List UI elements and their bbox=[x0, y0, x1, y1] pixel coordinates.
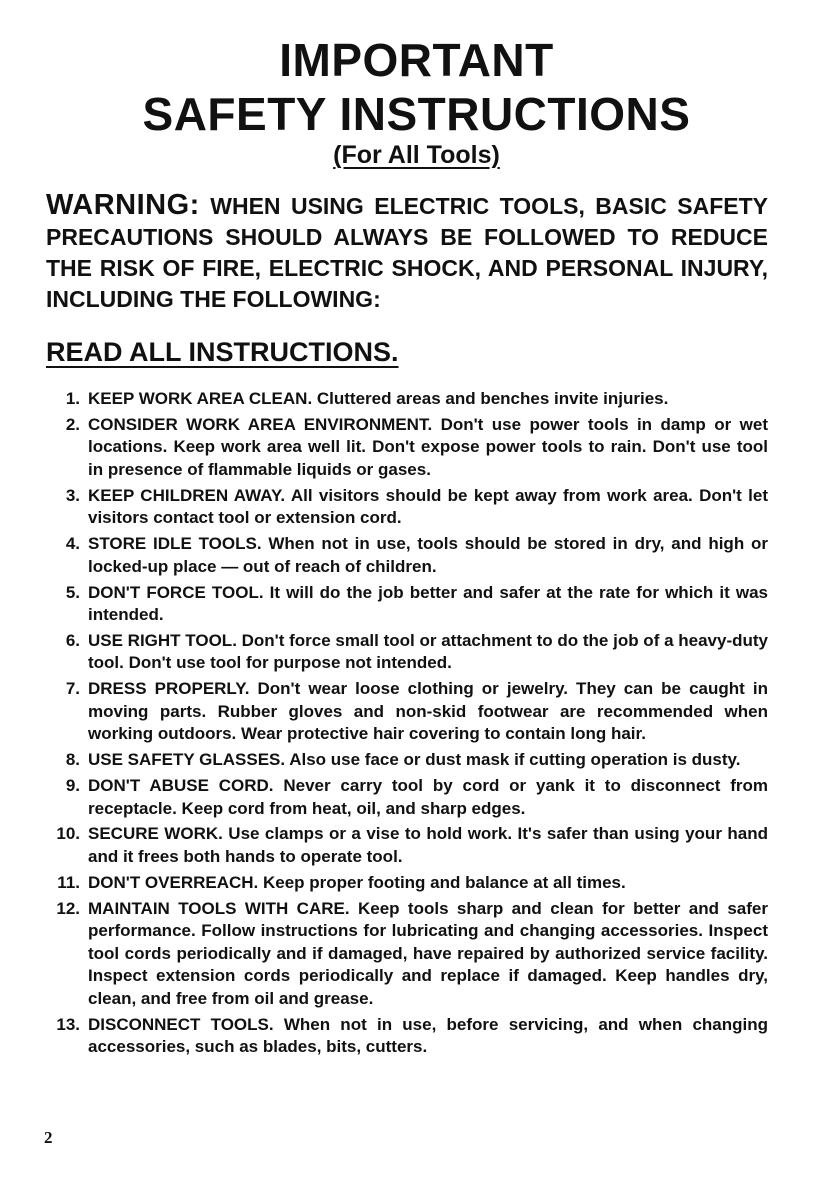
list-item bbox=[46, 823, 768, 868]
list-item bbox=[46, 678, 768, 746]
item-text: DON'T FORCE TOOL. It will do the job better and safer at the rate for which it was intended. bbox=[88, 582, 768, 625]
list-item bbox=[46, 630, 768, 675]
item-number: 11. bbox=[57, 872, 80, 892]
item-number: 10. bbox=[56, 824, 80, 844]
item-text: DISCONNECT TOOLS. When not in use, before servicing, and when changing accessories, such as blades, bits, cutters. bbox=[88, 1014, 768, 1057]
page-number: 2 bbox=[44, 1128, 53, 1147]
list-item bbox=[46, 775, 768, 820]
item-number: 8. bbox=[65, 750, 80, 770]
read-all-heading: READ ALL INSTRUCTIONS. bbox=[46, 337, 399, 367]
item-number: 1. bbox=[65, 389, 80, 408]
warning-lead: WARNING: bbox=[46, 189, 200, 221]
list-item bbox=[46, 582, 768, 627]
item-text: KEEP WORK AREA CLEAN. Cluttered areas and benches invite injuries. bbox=[88, 389, 669, 408]
warning-text: WHEN USING ELECTRIC TOOLS, BASIC SAFETY PRECAUTIONS SHOULD ALWAYS BE FOLLOWED TO REDUCE THE RISK OF FIRE, ELECTRIC SHOCK, AND PERSONAL INJURY, INCLUDING THE FOLLOWING: bbox=[46, 193, 769, 312]
item-number: 3. bbox=[65, 485, 80, 505]
item-number: 13. bbox=[56, 1014, 80, 1034]
item-number: 12. bbox=[56, 898, 80, 918]
item-text: DON'T ABUSE CORD. Never carry tool by cord or yank it to disconnect from receptacle. Keep cord from heat, oil, and sharp edges. bbox=[88, 776, 768, 818]
instructions-list bbox=[46, 388, 768, 1062]
list-item bbox=[46, 388, 768, 411]
item-text: STORE IDLE TOOLS. When not in use, tools should be stored in dry, and high or locked-up place — out of reach of children. bbox=[88, 534, 768, 576]
page-title-line-1: IMPORTANT bbox=[279, 34, 554, 86]
item-number: 6. bbox=[65, 630, 80, 650]
list-item bbox=[46, 749, 768, 772]
item-text: KEEP CHILDREN AWAY. All visitors should be kept away from work area. Don't let visitors contact tool or extension cord. bbox=[88, 485, 768, 528]
list-item bbox=[46, 485, 768, 530]
list-item bbox=[46, 898, 768, 1011]
item-number: 7. bbox=[65, 679, 80, 699]
item-text: SECURE WORK. Use clamps or a vise to hold work. It's safer than using your hand and it frees both hands to operate tool. bbox=[88, 824, 768, 866]
item-number: 9. bbox=[65, 776, 80, 795]
page-title-line-2: SAFETY INSTRUCTIONS bbox=[142, 88, 691, 140]
item-text: CONSIDER WORK AREA ENVIRONMENT. Don't use power tools in damp or wet locations. Keep work area well lit. Don't expose power tools to rain. Don't use tool in presence of flammable liquids or gases. bbox=[88, 414, 768, 479]
item-text: DRESS PROPERLY. Don't wear loose clothing or jewelry. They can be caught in moving parts. Rubber gloves and non-skid footwear are recommended when working outdoors. Wear protective hair covering to contain long hair. bbox=[88, 679, 768, 744]
item-text: USE RIGHT TOOL. Don't force small tool or attachment to do the job of a heavy-duty tool. Don't use tool for purpose not intended. bbox=[88, 630, 768, 673]
list-item bbox=[46, 414, 768, 482]
warning-paragraph bbox=[46, 190, 768, 315]
item-text: USE SAFETY GLASSES. Also use face or dust mask if cutting operation is dusty. bbox=[88, 750, 741, 770]
item-text: DON'T OVERREACH. Keep proper footing and balance at all times. bbox=[88, 872, 626, 892]
item-number: 5. bbox=[65, 582, 80, 602]
item-number: 4. bbox=[65, 534, 80, 554]
list-item bbox=[46, 872, 768, 895]
subtitle-text: (For All Tools) bbox=[333, 141, 500, 169]
list-item bbox=[46, 1014, 768, 1059]
list-item bbox=[46, 533, 768, 578]
item-text: MAINTAIN TOOLS WITH CARE. Keep tools sharp and clean for better and safer performance. Follow instructions for lubricating and changing accessories. Inspect tool cords periodically and if damaged, have repaired by authorized service facility. Inspect extension cords periodically and replace if damaged. Keep handles dry, clean, and free from oil and grease. bbox=[88, 898, 768, 1008]
page-subtitle bbox=[0, 140, 833, 170]
item-number: 2. bbox=[65, 414, 80, 434]
